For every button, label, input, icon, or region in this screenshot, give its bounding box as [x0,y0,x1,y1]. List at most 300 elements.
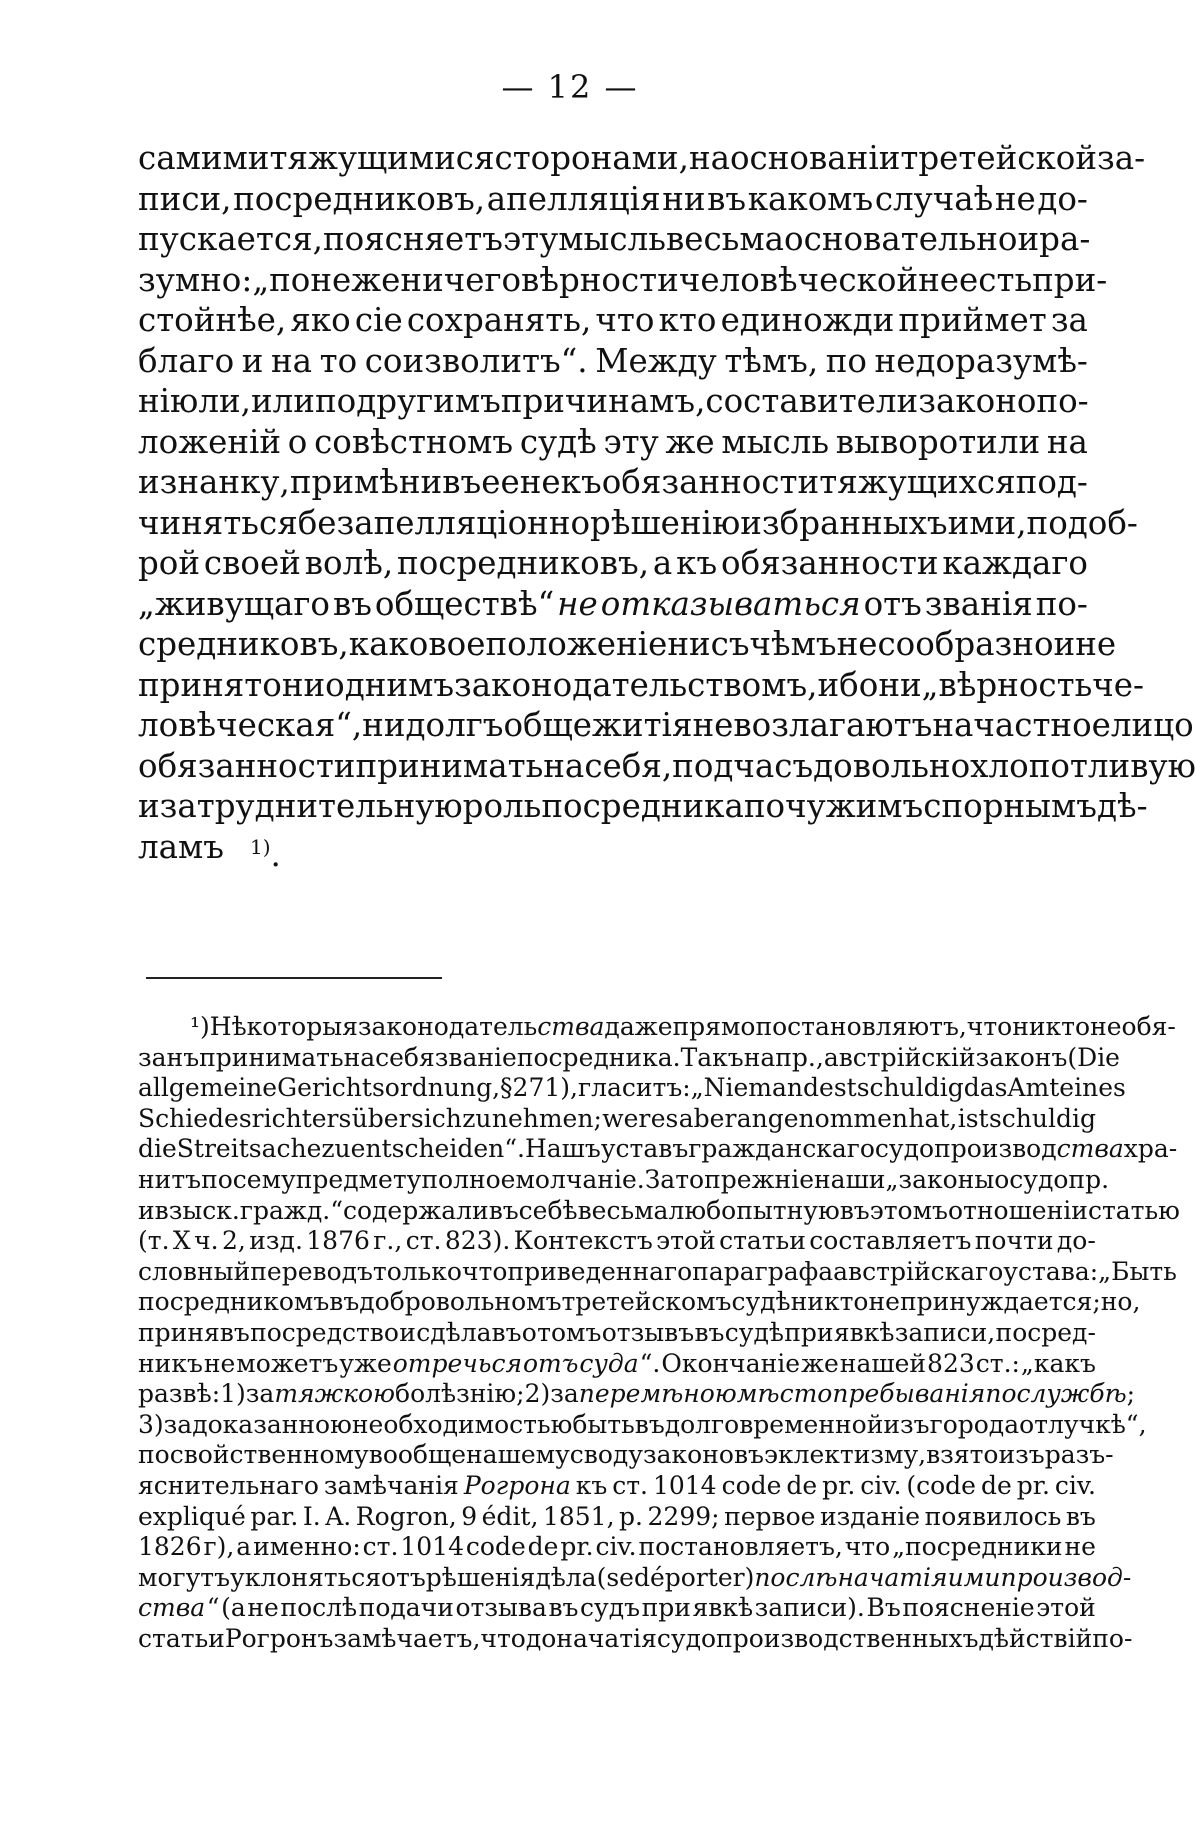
word: появилось [924,1501,1062,1531]
word: не [868,1287,900,1317]
word: de [527,1532,559,1562]
word: томъ [537,1317,602,1347]
word: pr. [822,1470,856,1500]
word: законодательствомъ, [454,665,818,704]
footnote-text [138,1012,1180,1654]
word: то [675,1164,705,1194]
word: code [465,1532,526,1562]
word: каждаго [942,544,1088,582]
word: по [743,787,786,825]
word: какомъ [747,179,874,218]
word: послѣ [280,1593,358,1623]
word: de [786,1470,818,1500]
word: ими [947,1562,1001,1592]
word: 271), [512,1073,578,1103]
word: über [351,1103,411,1133]
word: средниковъ, [138,625,349,663]
word: дѣ- [1096,787,1148,825]
word: 1876 [306,1226,370,1256]
word: сдѣлавъ [416,1317,522,1347]
text-line [138,1012,1176,1043]
word: австрійскій [823,1042,976,1072]
word: 1) [220,1379,246,1409]
word: изъ [998,1440,1045,1470]
word: переводъ [250,1256,373,1286]
word: чѣмъ [749,625,837,663]
word: судѣ [519,422,597,461]
word: этой [656,1226,716,1256]
word: Рогронъ [224,1623,334,1653]
word: рой [138,544,201,582]
word: мѣстопребыванія [736,1379,986,1409]
word: замѣчанія [323,1470,459,1500]
word: по [985,1379,1017,1409]
word: отзывъ [601,1317,695,1347]
word: ра- [1039,220,1091,258]
word: быть [572,1409,635,1439]
word: не [692,706,734,744]
word: составляетъ [809,1226,972,1256]
word: die [138,1134,177,1164]
word: хра- [1123,1134,1178,1164]
text-line [138,1440,1114,1471]
word: не [247,1593,279,1623]
text-line [138,1471,1096,1502]
word: обязанности [601,463,820,501]
word: своей [203,544,301,582]
word: сему [232,1164,296,1194]
word: отъ [380,1562,426,1592]
text-line [138,1502,1096,1533]
word: писи, [138,179,232,218]
word: наши [814,1164,886,1194]
word: „законы [885,1164,995,1194]
word: мысль [558,220,666,258]
word: постановляетъ, [638,1532,843,1562]
word: а [652,544,673,582]
word: судопр. [1009,1164,1110,1194]
word: civ. [595,1532,637,1562]
word: p. [619,1501,643,1531]
word: 2299; [647,1501,720,1531]
word: статью [1087,1195,1180,1225]
word: за [163,1409,193,1439]
word: хлопотливую [970,746,1196,785]
word: и [138,1195,155,1225]
word: zu [321,1134,351,1164]
word: (а [221,1593,246,1623]
word: ст. [612,1470,648,1500]
word: гражд.“ [239,1195,343,1225]
word: взыск. [154,1195,240,1225]
word: третейской [900,139,1098,177]
word: стойнѣе, [138,301,287,339]
word: schuldig [856,1073,964,1103]
word: wer [602,1103,651,1133]
word: Контекстъ [513,1226,653,1256]
word: себя, [584,746,673,785]
word: никто [1012,1012,1091,1041]
word: на [543,746,585,785]
word: zu [462,1103,492,1133]
word: принуждается; [899,1287,1101,1317]
word: Такъ [680,1042,744,1072]
word: schuldig [988,1103,1096,1133]
word: г), [203,1532,235,1562]
word: по- [1035,584,1088,623]
word: и [138,787,160,825]
word: „какъ [1020,1348,1096,1378]
word: hat, [908,1103,958,1133]
word: не [557,584,598,623]
word: этой [1036,1593,1096,1623]
text-line [138,1593,1096,1624]
word: напр., [743,1042,824,1072]
word: до- [1056,1226,1096,1256]
word: поясняетъ [322,220,503,258]
text-line [138,1104,1096,1135]
text-line [138,422,1088,463]
word: pr. [560,1532,594,1562]
word: ложеній [138,422,282,461]
text-line [138,665,1144,706]
word: „понеже [252,260,401,299]
word: pr. [1016,1470,1050,1500]
word: могутъ [138,1562,231,1592]
word: ст. [362,1532,399,1562]
word: выворотили [835,422,1041,461]
word: начатія [837,1562,948,1592]
word: изд. [249,1226,303,1256]
word: и [1017,220,1040,258]
word: „вѣрность [921,665,1093,704]
word: отказываться [600,584,861,623]
word: ч. [194,1226,219,1256]
word: содержали [342,1195,489,1225]
word: сіе [354,301,403,339]
word: себя [375,1042,435,1072]
word: дѣла [535,1562,597,1592]
word: общежитія [503,706,693,744]
word: за- [1097,139,1146,177]
word: уставъ [600,1134,689,1164]
word: въ [1065,1501,1096,1531]
word: посредника. [516,1042,681,1072]
word: что [966,1012,1013,1041]
word: aber [678,1103,737,1133]
word: ламъ [138,827,224,866]
word: не [1075,625,1117,663]
word: A. [325,1501,352,1531]
word: каковое [348,625,486,663]
word: civ. [860,1470,902,1500]
word: ни [281,665,326,704]
word: то [319,341,358,380]
word: ства [1056,1134,1124,1164]
word: молчаніе. [515,1164,645,1194]
word: Schiedesrichters [138,1103,352,1133]
word: совѣстномъ [314,422,514,461]
word: яко [290,301,351,339]
word: званія [924,584,1033,623]
word: въ [707,179,747,218]
word: первое [724,1501,816,1531]
word: по [1026,503,1068,542]
word: зумно: [138,260,253,299]
word: ли, [198,382,251,420]
word: 1014 [652,1470,717,1500]
word: третейскомъ [561,1287,732,1317]
word: на [932,706,974,744]
word: же [801,1348,839,1378]
word: 823 [927,1348,975,1378]
word: никто [790,1287,869,1317]
word: нію [138,382,199,420]
word: основательно [784,220,1018,258]
word: избранныхъ [740,503,948,542]
text-line [138,1623,1133,1655]
word: принявъ [138,1317,250,1347]
word: посредникомъ [138,1287,330,1317]
word: апелляція [486,179,661,218]
word: званіе [434,1042,517,1072]
word: приведеннаго [507,1256,693,1286]
word: (Die [1067,1042,1120,1072]
word: статьи [138,1623,225,1653]
word: что [844,1532,891,1562]
word: на [1046,422,1088,461]
word: въ [694,1317,725,1347]
word: Между [595,341,717,380]
word: о [287,422,308,461]
word: 1826 [138,1532,202,1562]
word: ни [667,625,711,663]
word: а [236,1532,252,1562]
word: ловѣческая“, [138,706,363,744]
word: перемѣною [578,1379,737,1409]
word: по [201,1164,233,1194]
word: ¹) [190,1012,210,1041]
word: долгъ [405,706,504,744]
word: нашему [466,1440,570,1470]
word: под- [1015,463,1088,501]
word: 9 [461,1501,478,1531]
text-line [138,219,1091,260]
word: безапелляціонно [297,503,591,542]
word: сторонами, [494,139,689,177]
word: 3) [138,1409,164,1439]
word: разъ- [1044,1440,1114,1470]
word: тяжущихся [819,463,1016,501]
word: 2) [524,1379,551,1409]
text-line [138,503,1138,544]
text-line [138,1164,1110,1196]
word: (т. [138,1226,170,1256]
footnote-separator [146,977,442,979]
word: посредниковъ, [233,179,486,218]
word: не [519,463,561,501]
word: законопо- [918,382,1089,420]
word: города [929,1409,1020,1439]
word: послѣ [754,1562,838,1592]
word: ist [957,1103,989,1133]
word: занъ [138,1042,200,1072]
word: есть [959,260,1033,299]
word: de [980,1470,1012,1500]
word: est [819,1073,857,1103]
word: болѣзнію; [395,1379,525,1409]
word: же [665,422,715,461]
word: эту [502,220,559,258]
word: пускается, [138,220,323,258]
word: взято [926,1440,999,1470]
word: постановляютъ, [755,1012,967,1041]
word: не [918,260,960,299]
word: даже [604,1012,673,1041]
word: ни [362,706,406,744]
word: За [644,1164,676,1194]
word: чиняться [138,503,298,542]
word: посредника [541,787,744,825]
word: къ [676,544,718,582]
word: предмету [295,1164,422,1194]
word: не [994,179,1036,218]
word: отношеніи [947,1195,1088,1225]
word: полное [421,1164,516,1194]
word: самими [138,139,270,177]
word: эклектизму, [763,1440,927,1470]
word: при [784,1317,834,1347]
word: на [270,341,313,380]
word: рѣшенію [590,503,741,542]
text-line [138,1409,1147,1441]
word: въ [329,1287,360,1317]
word: за [1050,301,1088,339]
word: кто [658,301,717,339]
word: посредство [250,1317,399,1347]
word: явкѣ [692,1593,754,1623]
word: дѣйствій [978,1623,1093,1653]
word: причинамъ, [500,382,706,420]
word: подчасъ [672,746,814,785]
text-line [138,786,1148,827]
word: единожди [720,301,895,339]
word: Нѣкоторыя [209,1012,358,1041]
word: sich [410,1103,462,1133]
word: “ [206,1593,220,1623]
text-line [138,1073,1126,1104]
word: другимъ [356,382,501,420]
word: отзыва [455,1593,547,1623]
word: производ- [1000,1562,1132,1592]
word: за [245,1379,275,1409]
word: до [525,1623,557,1653]
word: рѣшенія [425,1562,536,1592]
word: посред- [995,1317,1096,1347]
word: параграфа [692,1256,834,1286]
word: ст.: [975,1348,1020,1378]
word: въ [839,1195,870,1225]
word: что [595,301,655,339]
word: суда [579,1348,639,1378]
word: довольно [813,746,971,785]
word: ства [537,1012,605,1041]
word: частное [973,706,1111,744]
word: лицо [1110,706,1194,744]
word: (se [596,1562,634,1592]
word: о [521,1317,537,1347]
word: недоразумѣ- [874,341,1088,380]
word: angenommen [736,1103,909,1133]
text-line [138,624,1117,665]
word: 2, [222,1226,246,1256]
word: подачи [358,1593,454,1623]
text-line [138,381,1088,422]
word: сохранять, [406,301,592,339]
word: ни [662,179,706,218]
word: ничего [400,260,522,299]
word: въ [488,1195,519,1225]
word: гражданскаго [688,1134,875,1164]
word: отречься [392,1348,523,1378]
word: ст. [405,1226,442,1256]
word: австрійскаго [833,1256,1004,1286]
text-line [138,1195,1180,1227]
word: чужимъ [785,787,924,825]
word: до- [1037,179,1088,218]
word: въ [332,584,372,623]
text-line [138,1318,1096,1349]
word: вообще [368,1440,467,1470]
word: по [825,341,867,380]
text-line [138,543,1088,584]
word: законодатель [357,1012,538,1041]
word: но, [1100,1287,1141,1317]
word: ни [878,665,922,704]
text-line [138,1042,1120,1074]
word: 823). [444,1226,511,1256]
word: не [203,1348,236,1378]
word: “. [639,1348,661,1378]
word: что [480,1623,526,1653]
word: или [251,382,315,420]
word: судъ [580,1593,641,1623]
word: das [963,1073,1008,1103]
word: не [1064,1532,1096,1562]
word: ее [481,463,520,501]
word: случаѣ [874,179,994,218]
word: въ [634,1409,665,1439]
word: долговременной [664,1409,884,1439]
word: почти [974,1226,1054,1256]
word: Gerichtsordnung, [277,1073,501,1103]
text-line [138,179,1088,220]
text-line [138,260,1108,301]
word: составители [705,382,919,420]
word: принимать [355,746,544,785]
word: изъ [883,1409,930,1439]
word: отъ [863,584,922,623]
word: 1014 [400,1532,464,1562]
word: положеніе [485,625,668,663]
text-line [138,341,1088,382]
word: обя- [1121,1012,1176,1041]
word: человѣческой [678,260,919,299]
word: явкѣ [833,1317,895,1347]
word: словный [138,1256,251,1286]
word: „Niemand [690,1073,820,1103]
word: Нашъ [524,1134,601,1164]
